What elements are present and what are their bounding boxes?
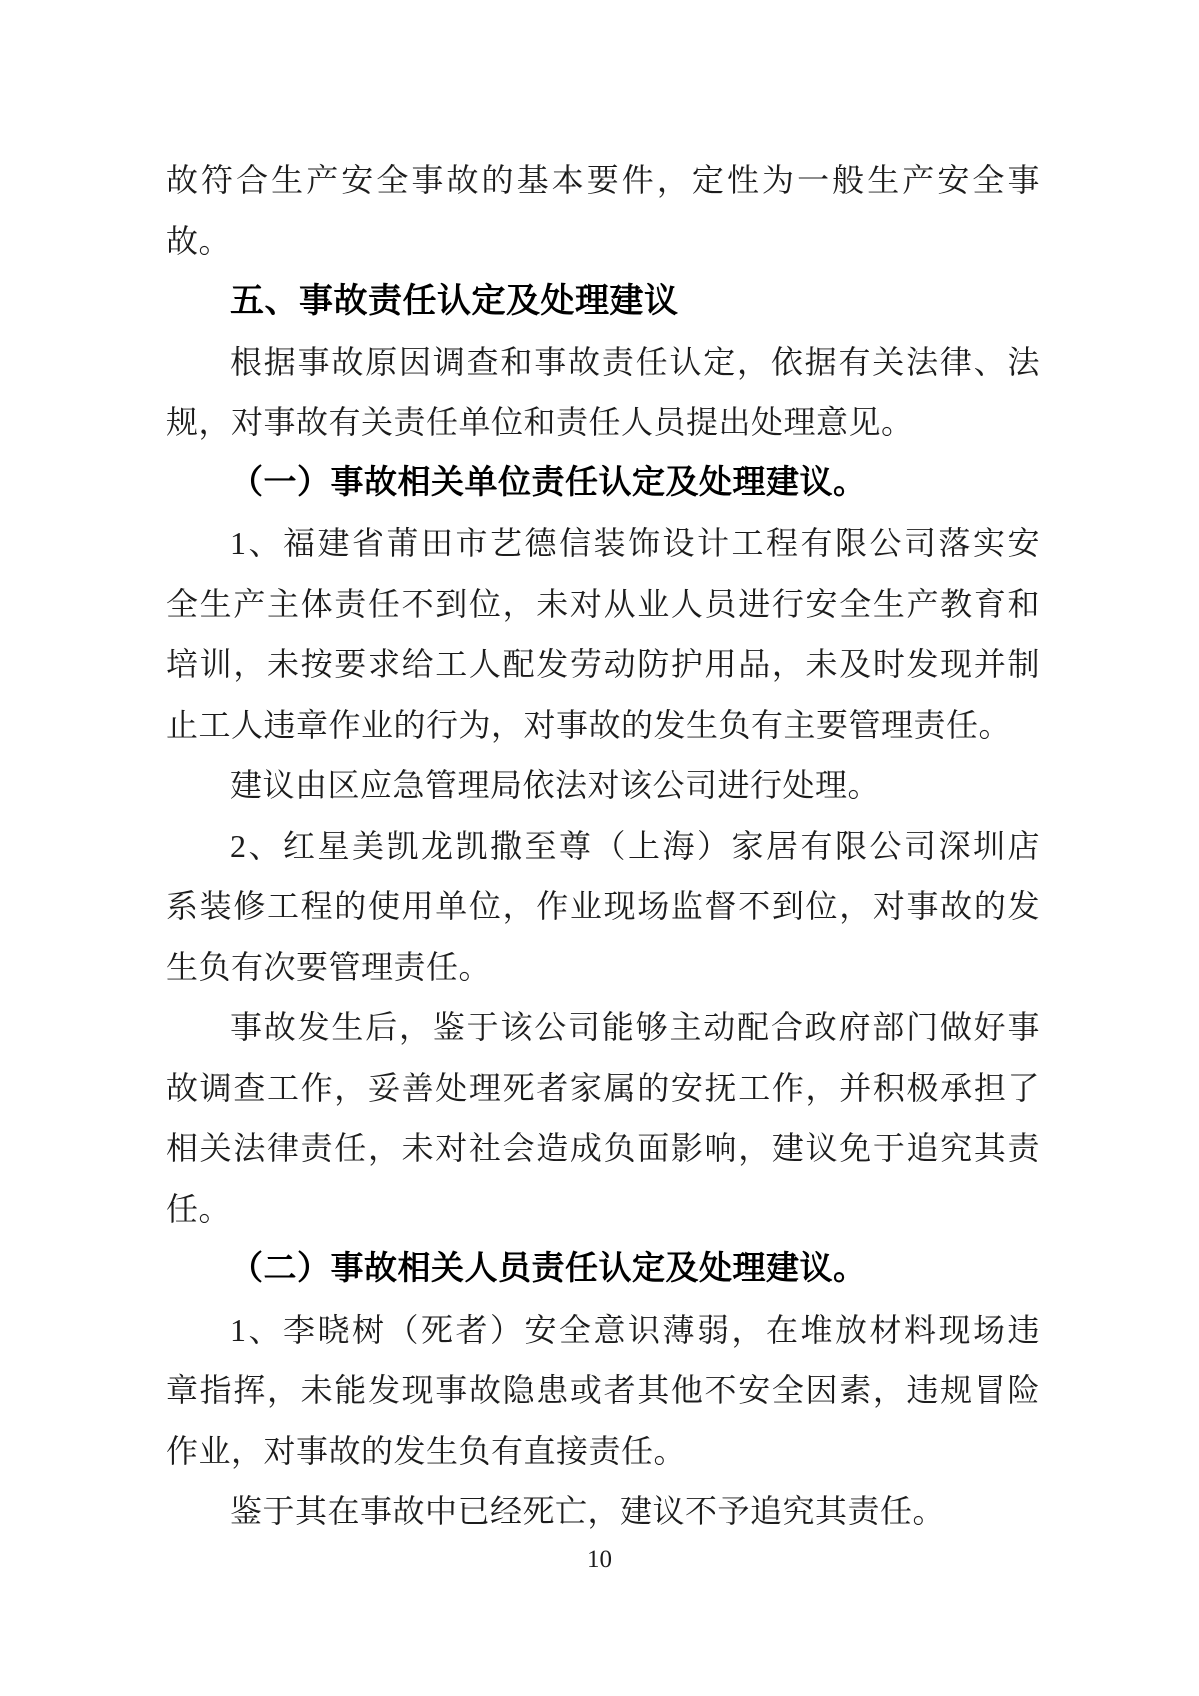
- text-line: 培训，未按要求给工人配发劳动防护用品，未及时发现并制: [166, 646, 1040, 682]
- text-line: 事故发生后，鉴于该公司能够主动配合政府部门做好事: [230, 1009, 1040, 1045]
- text-line: 作业，对事故的发生负有直接责任。: [166, 1432, 687, 1469]
- paragraph: [166, 1300, 1040, 1482]
- text-line: （二）事故相关人员责任认定及处理建议。: [230, 1251, 867, 1287]
- text-line: 建议由区应急管理局依法对该公司进行处理。: [230, 767, 881, 803]
- paragraph: [166, 997, 1040, 1239]
- text-line: 鉴于其在事故中已经死亡，建议不予追究其责任。: [230, 1493, 946, 1529]
- text-line: 章指挥，未能发现事故隐患或者其他不安全因素，违规冒险: [166, 1372, 1040, 1408]
- text-line: 故符合生产安全事故的基本要件，定性为一般生产安全事: [166, 162, 1040, 198]
- section-heading2: [166, 1239, 1040, 1300]
- text-line: 1、李晓树（死者）安全意识薄弱，在堆放材料现场违: [230, 1311, 1040, 1348]
- paragraph: [166, 332, 1040, 453]
- text-line: 五、事故责任认定及处理建议: [230, 282, 679, 320]
- text-line: 2、红星美凯龙凯撒至尊（上海）家居有限公司深圳店: [230, 827, 1040, 864]
- section-heading1: [166, 271, 1040, 332]
- text-line: 全生产主体责任不到位，未对从业人员进行安全生产教育和: [166, 585, 1040, 622]
- text-line: 任。: [166, 1190, 232, 1227]
- section-heading2: [166, 453, 1040, 514]
- text-line: 生负有次要管理责任。: [166, 948, 492, 985]
- text-line: 故。: [166, 222, 232, 259]
- paragraph: [166, 755, 1040, 816]
- text-line: 止工人违章作业的行为，对事故的发生负有主要管理责任。: [166, 706, 1012, 743]
- paragraph: [166, 513, 1040, 755]
- page-number: 10: [587, 1546, 612, 1573]
- paragraph: [166, 150, 1040, 271]
- text-line: 相关法律责任，未对社会造成负面影响，建议免于追究其责: [166, 1130, 1040, 1166]
- text-line: 系装修工程的使用单位，作业现场监督不到位，对事故的发: [166, 888, 1040, 924]
- paragraph: [166, 816, 1040, 998]
- text-line: （一）事故相关单位责任认定及处理建议。: [230, 464, 867, 501]
- paragraph: [166, 1481, 1040, 1542]
- text-line: 根据事故原因调查和事故责任认定，依据有关法律、法: [230, 343, 1040, 380]
- text-line: 故调查工作，妥善处理死者家属的安抚工作，并积极承担了: [166, 1069, 1040, 1106]
- document-body: [166, 150, 1040, 1542]
- text-line: 规，对事故有关责任单位和责任人员提出处理意见。: [166, 404, 914, 440]
- text-line: 1、福建省莆田市艺德信装饰设计工程有限公司落实安: [230, 525, 1040, 561]
